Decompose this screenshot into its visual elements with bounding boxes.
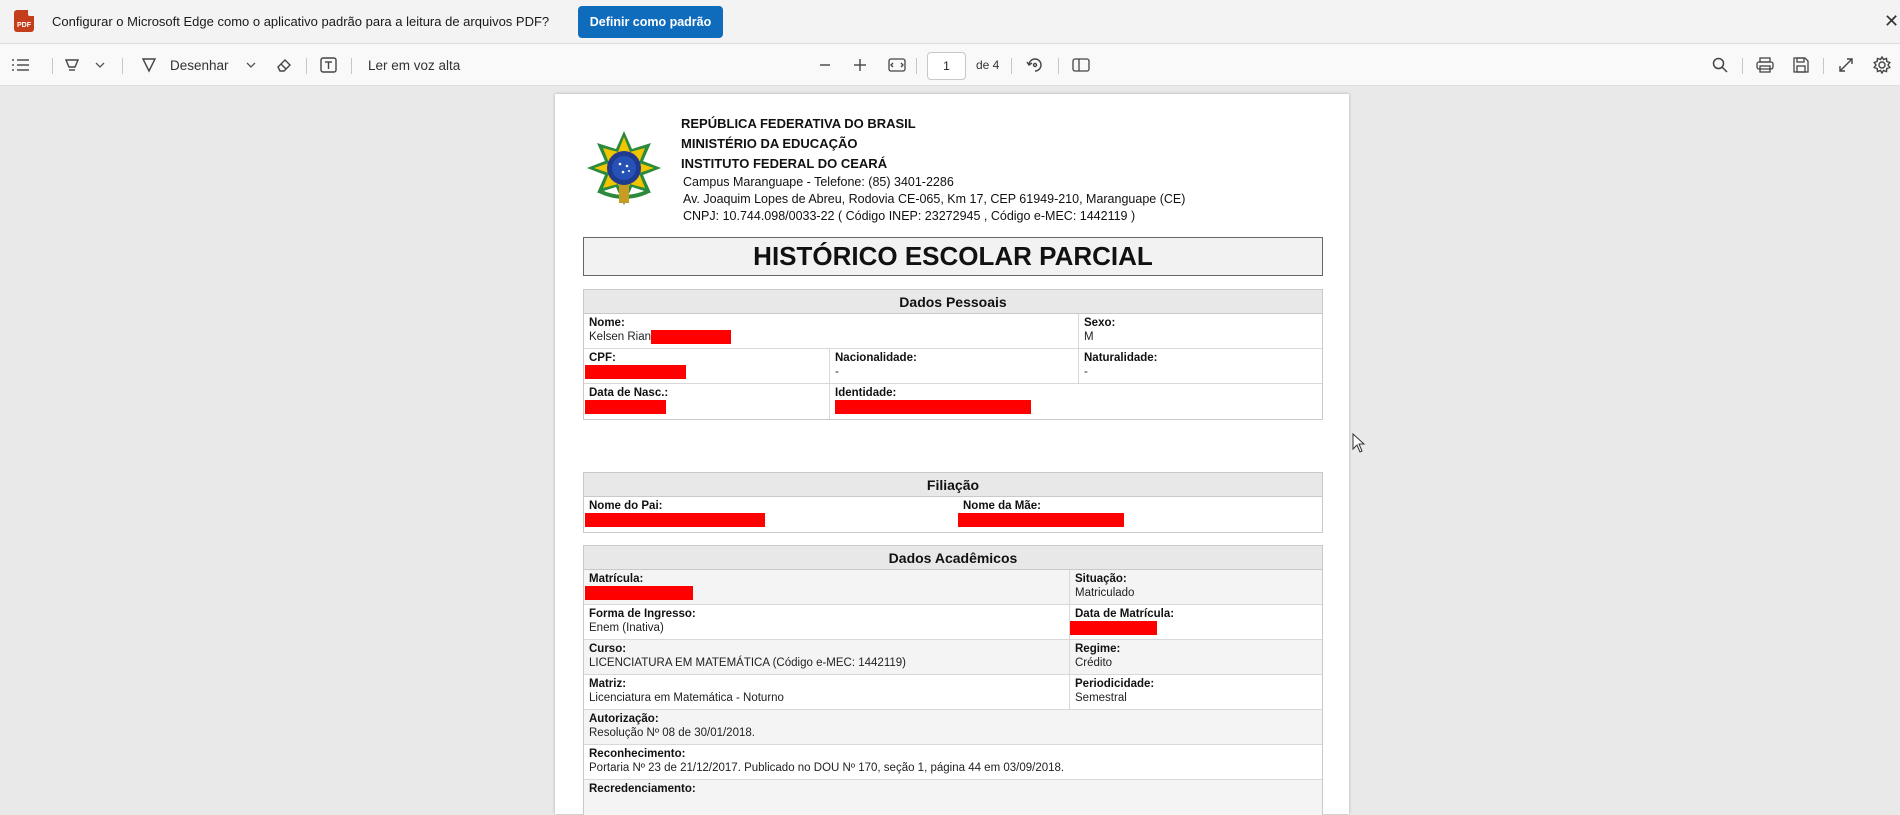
draw-icon[interactable] bbox=[141, 44, 157, 86]
recognition-label: Reconhecimento: bbox=[589, 748, 686, 760]
address-line: CNPJ: 10.744.098/0033-22 ( Código INEP: 23272945 , Código e-MEC: 1442119 ) bbox=[683, 209, 1136, 223]
redaction-bar bbox=[651, 330, 731, 344]
rotate-icon[interactable] bbox=[1026, 44, 1044, 86]
highlight-icon[interactable] bbox=[64, 44, 80, 86]
chevron-down-icon[interactable] bbox=[95, 44, 105, 86]
header-line: MINISTÉRIO DA EDUCAÇÃO bbox=[681, 136, 858, 151]
periodicity-label: Periodicidade: bbox=[1075, 678, 1155, 690]
authorization-value: Resolução Nº 08 de 30/01/2018. bbox=[589, 727, 755, 739]
section-heading: Filiação bbox=[584, 473, 1322, 497]
page-number-input[interactable]: 1 bbox=[927, 52, 966, 80]
regime-value: Crédito bbox=[1075, 657, 1113, 669]
redaction-bar bbox=[585, 513, 765, 527]
page-total: de 4 bbox=[976, 58, 1000, 72]
status-label: Situação: bbox=[1075, 573, 1127, 585]
fit-page-icon[interactable] bbox=[888, 44, 906, 86]
curriculum-label: Matriz: bbox=[589, 678, 627, 690]
brazil-coat-of-arms-icon bbox=[585, 129, 663, 207]
read-aloud-button[interactable]: Ler em voz alta bbox=[368, 57, 461, 73]
admission-form-value: Enem (Inativa) bbox=[589, 622, 664, 634]
default-pdf-infobar bbox=[0, 0, 1900, 44]
periodicity-value: Semestral bbox=[1075, 692, 1127, 704]
address-line: Av. Joaquim Lopes de Abreu, Rodovia CE-065, Km 17, CEP 61949-210, Maranguape (CE) bbox=[683, 192, 1186, 206]
print-icon[interactable] bbox=[1756, 44, 1774, 86]
nationality-label: Nacionalidade: bbox=[835, 352, 917, 364]
enrollment-number-label: Matrícula: bbox=[589, 573, 644, 585]
header-line: INSTITUTO FEDERAL DO CEARÁ bbox=[681, 156, 888, 171]
header-line: REPÚBLICA FEDERATIVA DO BRASIL bbox=[681, 116, 916, 131]
draw-label[interactable]: Desenhar bbox=[170, 57, 229, 73]
curriculum-value: Licenciatura em Matemática - Noturno bbox=[589, 692, 784, 704]
redaction-bar bbox=[585, 586, 693, 600]
pdf-page bbox=[555, 94, 1349, 814]
mouse-cursor-icon bbox=[1352, 433, 1366, 458]
personal-data-section bbox=[583, 289, 1323, 420]
zoom-out-icon[interactable] bbox=[818, 44, 832, 86]
name-label: Nome: bbox=[589, 317, 625, 329]
course-value: LICENCIATURA EM MATEMÁTICA (Código e-MEC: 1442119) bbox=[589, 657, 906, 669]
redaction-bar bbox=[585, 365, 686, 379]
enrollment-date-label: Data de Matrícula: bbox=[1075, 608, 1175, 620]
contents-list-icon[interactable] bbox=[12, 44, 30, 86]
save-icon[interactable] bbox=[1793, 44, 1809, 86]
chevron-down-icon[interactable] bbox=[246, 44, 256, 86]
set-default-button[interactable]: Definir como padrão bbox=[578, 6, 723, 38]
address-line: Campus Maranguape - Telefone: (85) 3401-2286 bbox=[683, 175, 954, 189]
course-label: Curso: bbox=[589, 643, 627, 655]
authorization-label: Autorização: bbox=[589, 713, 659, 725]
text-box-icon[interactable] bbox=[320, 44, 337, 86]
fullscreen-icon[interactable] bbox=[1838, 44, 1854, 86]
page-view-icon[interactable] bbox=[1072, 44, 1090, 86]
redaction-bar bbox=[585, 400, 666, 414]
redaction-bar bbox=[835, 400, 1031, 414]
eraser-icon[interactable] bbox=[275, 44, 292, 86]
sex-value: M bbox=[1084, 331, 1094, 343]
sex-label: Sexo: bbox=[1084, 317, 1116, 329]
search-icon[interactable] bbox=[1712, 44, 1728, 86]
admission-form-label: Forma de Ingresso: bbox=[589, 608, 696, 620]
academic-data-section bbox=[583, 545, 1323, 815]
cpf-label: CPF: bbox=[589, 352, 616, 364]
section-heading: Dados Pessoais bbox=[584, 290, 1322, 314]
redaction-bar bbox=[958, 513, 1124, 527]
birthplace-label: Naturalidade: bbox=[1084, 352, 1158, 364]
birthplace-value: - bbox=[1084, 366, 1088, 378]
document-title: HISTÓRICO ESCOLAR PARCIAL bbox=[583, 237, 1323, 276]
nationality-value: - bbox=[835, 366, 839, 378]
identity-label: Identidade: bbox=[835, 387, 897, 399]
father-name-label: Nome do Pai: bbox=[589, 500, 663, 512]
birth-date-label: Data de Nasc.: bbox=[589, 387, 669, 399]
reaccreditation-label: Recredenciamento: bbox=[589, 783, 696, 795]
pdf-toolbar bbox=[0, 44, 1900, 86]
status-value: Matriculado bbox=[1075, 587, 1135, 599]
name-value: Kelsen Rian bbox=[589, 331, 652, 343]
redaction-bar bbox=[1070, 621, 1157, 635]
parentage-section bbox=[583, 472, 1323, 533]
gear-icon[interactable] bbox=[1873, 44, 1891, 86]
recognition-value: Portaria Nº 23 de 21/12/2017. Publicado no DOU Nº 170, seção 1, página 44 em 03/09/2018. bbox=[589, 762, 1065, 774]
regime-label: Regime: bbox=[1075, 643, 1121, 655]
mother-name-label: Nome da Mãe: bbox=[963, 500, 1041, 512]
section-heading: Dados Acadêmicos bbox=[584, 546, 1322, 570]
close-icon[interactable]: ✕ bbox=[1884, 11, 1900, 31]
pdf-viewer[interactable] bbox=[0, 86, 1900, 795]
zoom-in-icon[interactable] bbox=[853, 44, 867, 86]
pdf-file-icon bbox=[14, 10, 34, 32]
pdf-badge-text: PDF bbox=[17, 22, 31, 29]
infobar-message: Configurar o Microsoft Edge como o aplicativo padrão para a leitura de arquivos PDF? bbox=[52, 14, 550, 29]
